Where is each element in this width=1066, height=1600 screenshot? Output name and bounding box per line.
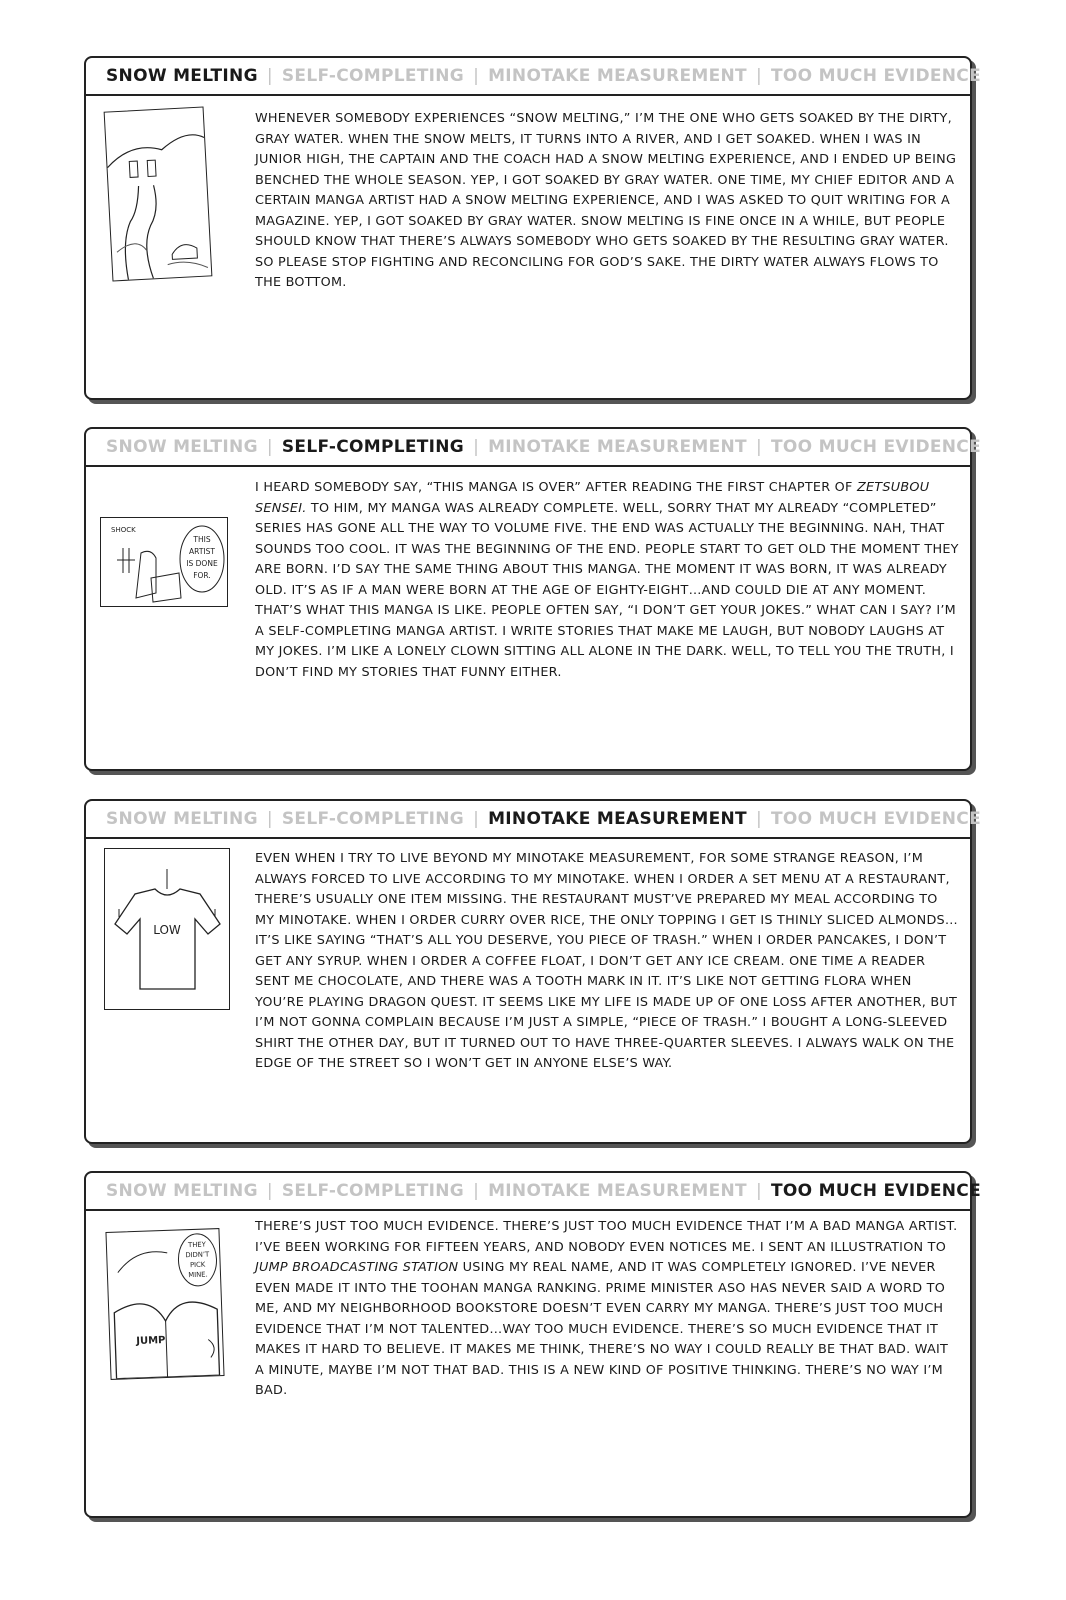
tab-too-much-evidence: TOO MUCH EVIDENCE	[770, 809, 981, 829]
tab-separator: |	[266, 1181, 273, 1201]
balloon-line-1: THEY	[187, 1240, 206, 1250]
tab-separator: |	[755, 66, 762, 86]
tab-snow-melting: SNOW MELTING	[106, 1181, 258, 1201]
shirt-text: LOW	[153, 923, 181, 937]
tab-separator: |	[755, 809, 762, 829]
self-completing-text: I HEARD SOMEBODY SAY, “THIS MANGA IS OVER” AFTER READING THE FIRST CHAPTER OF ZETSUBOU SENSEI. TO HIM, MY MANGA WAS ALREADY COMPLETE. WELL, SORRY THAT MY ALREADY “COMPLETED” SERIES HAS GONE ALL THE WAY TO VOLUME FIVE. THE END WAS ACTUALLY THE BEGINNING. NAH, THAT SOUNDS TOO COOL. IT WAS THE BEGINNING OF THE END. PEOPLE START TO GET OLD THE MOMENT THEY ARE BORN. I’D SAY THE SAME THING ABOUT THIS MANGA. THE MOMENT IT WAS BORN, IT WAS ALREADY OLD. IT’S AS IF A MAN WERE BORN AT THE AGE OF EIGHTY-EIGHT…AND COULD DIE AT ANY MOMENT. THAT’S WHAT THIS MANGA IS LIKE. PEOPLE OFTEN SAY, “I DON’T GET YOUR JOKES.” WHAT CAN I SAY? I’M A SELF-COMPLETING MANGA ARTIST. I WRITE STORIES THAT MAKE ME LAUGH, BUT NOBODY LAUGHS AT MY JOKES. I’M LIKE A LONELY CLOWN SITTING ALL ALONE IN THE DARK. WELL, TO TELL YOU THE TRUTH, I DON’T FIND MY STORIES THAT FUNNY EITHER.	[255, 480, 959, 680]
river-drawing	[105, 108, 212, 281]
tab-self-completing: SELF-COMPLETING	[281, 437, 465, 457]
tab-self-completing: SELF-COMPLETING	[281, 66, 465, 86]
tab-separator: |	[755, 1181, 762, 1201]
minotake-illustration	[104, 848, 230, 1010]
tab-self-completing: SELF-COMPLETING	[281, 1181, 465, 1201]
tab-too-much-evidence: TOO MUCH EVIDENCE	[770, 437, 981, 457]
panel-too-much-evidence	[84, 1171, 981, 1518]
tab-snow-melting: SNOW MELTING	[106, 66, 258, 86]
tab-too-much-evidence: TOO MUCH EVIDENCE	[770, 1181, 981, 1201]
title-zetsubou-sensei: ZETSUBOU SENSEI.	[255, 480, 930, 516]
snow-melting-text: WHENEVER SOMEBODY EXPERIENCES “SNOW MELTING,” I’M THE ONE WHO GETS SOAKED BY THE DIRTY, GRAY WATER. WHEN THE SNOW MELTS, IT TURNS INTO A RIVER, AND I GET SOAKED. WHEN I WAS IN JUNIOR HIGH, THE CAPTAIN AND THE COACH HAD A SNOW MELTING EXPERIENCE, AND I ENDED UP BEING BENCHED THE WHOLE SEASON. YEP, I GOT SOAKED BY GRAY WATER. ONE TIME, MY CHIEF EDITOR AND A CERTAIN MANGA ARTIST HAD A SNOW MELTING EXPERIENCE, AND I WAS ASKED TO QUIT WRITING FOR A MAGAZINE. YEP, I GOT SOAKED BY GRAY WATER. SNOW MELTING IS FINE ONCE IN A WHILE, BUT PEOPLE SHOULD KNOW THAT THERE’S ALWAYS SOMEBODY WHO GETS SOAKED BY THE RESULTING GRAY WATER. SO PLEASE STOP FIGHTING AND RECONCILING FOR GOD’S SAKE. THE DIRTY WATER ALWAYS FLOWS TO THE BOTTOM.	[255, 111, 957, 290]
reader-drawing	[101, 518, 227, 606]
panel-self-completing	[84, 427, 981, 771]
balloon-line-3: IS DONE	[186, 559, 218, 568]
magazine-title: JUMP	[136, 1335, 166, 1348]
tab-snow-melting: SNOW MELTING	[106, 809, 258, 829]
too-much-evidence-text: THERE’S JUST TOO MUCH EVIDENCE. THERE’S JUST TOO MUCH EVIDENCE THAT I’M A BAD MANGA ARTIST. I’VE BEEN WORKING FOR FIFTEEN YEARS, AND NOBODY EVEN NOTICES ME. I SENT AN ILLUSTRATION TO JUMP BROADCASTING STATION USING MY REAL NAME, AND IT WAS COMPLETELY IGNORED. I’VE NEVER EVEN MADE IT INTO THE TOOHAN MANGA RANKING. PRIME MINISTER ASO HAS NEVER SAID A WORD TO ME, AND MY NEIGHBORHOOD BOOKSTORE DOESN’T EVEN CARRY MY MANGA. THERE’S JUST TOO MUCH EVIDENCE THAT I’M NOT TALENTED…WAY TOO MUCH EVIDENCE. THERE’S SO MUCH EVIDENCE THAT IT MAKES IT HARD TO BELIEVE. IT MAKES ME THINK, THERE’S NO WAY I COULD REALLY BE THAT BAD. WAIT A MINUTE, MAYBE I’M NOT THAT BAD. THIS IS A NEW KIND OF POSITIVE THINKING. THERE’S NO WAY I’M BAD.	[255, 1219, 958, 1398]
too-much-evidence-illustration	[105, 1228, 224, 1380]
tab-minotake-measurement: MINOTAKE MEASUREMENT	[488, 66, 747, 86]
tab-separator: |	[473, 66, 480, 86]
tab-bar	[86, 1173, 981, 1211]
tab-bar	[86, 429, 981, 467]
magazine-reader-drawing	[106, 1229, 223, 1379]
balloon-line-3: PICK	[189, 1260, 206, 1270]
tab-minotake-measurement: MINOTAKE MEASUREMENT	[488, 809, 747, 829]
tab-too-much-evidence: TOO MUCH EVIDENCE	[770, 66, 981, 86]
panel-minotake-measurement	[84, 799, 981, 1144]
shock-sfx: SHOCK	[111, 526, 136, 534]
tab-separator: |	[473, 1181, 480, 1201]
tab-separator: |	[473, 437, 480, 457]
tab-separator: |	[266, 809, 273, 829]
tab-snow-melting: SNOW MELTING	[106, 437, 258, 457]
panel-snow-melting	[84, 56, 981, 400]
tab-minotake-measurement: MINOTAKE MEASUREMENT	[488, 437, 747, 457]
tab-separator: |	[266, 66, 273, 86]
snow-melting-illustration	[104, 106, 213, 281]
balloon-line-1: THIS	[193, 535, 211, 544]
balloon-line-2: DIDN’T	[185, 1250, 210, 1260]
tab-self-completing: SELF-COMPLETING	[281, 809, 465, 829]
balloon-line-2: ARTIST	[189, 547, 215, 556]
short-sleeve-shirt-drawing	[105, 849, 229, 1009]
tab-bar	[86, 58, 981, 96]
balloon-line-4: FOR.	[193, 571, 211, 580]
tab-separator: |	[755, 437, 762, 457]
title-jump-broadcasting-station: JUMP BROADCASTING STATION	[255, 1260, 459, 1275]
minotake-text: EVEN WHEN I TRY TO LIVE BEYOND MY MINOTAKE MEASUREMENT, FOR SOME STRANGE REASON, I’M ALWAYS FORCED TO LIVE ACCORDING TO MY MINOTAKE. WHEN I ORDER A SET MENU AT A RESTAURANT, THERE’S USUALLY ONE ITEM MISSING. THE RESTAURANT MUST’VE PREPARED MY MEAL ACCORDING TO MY MINOTAKE. WHEN I ORDER CURRY OVER RICE, THE ONLY TOPPING I GET IS THINLY SLICED ALMONDS…IT’S LIKE SAYING “THAT’S ALL YOU DESERVE, YOU PIECE OF TRASH.” WHEN I ORDER PANCAKES, I DON’T GET ANY SYRUP. WHEN I ORDER A COFFEE FLOAT, I DON’T GET ANY ICE CREAM. ONE TIME A READER SENT ME CHOCOLATE, AND THERE WAS A TOOTH MARK IN IT. IT’S LIKE NOT GETTING FLORA WHEN YOU’RE PLAYING DRAGON QUEST. IT SEEMS LIKE MY LIFE IS MADE UP OF ONE LOSS AFTER ANOTHER, BUT I’M NOT GONNA COMPLAIN BECAUSE I’M JUST A SIMPLE, “PIECE OF TRASH.” I BOUGHT A LONG-SLEEVED SHIRT THE OTHER DAY, BUT IT TURNED OUT TO HAVE THREE-QUARTER SLEEVES. I ALWAYS WALK ON THE EDGE OF THE STREET SO I WON’T GET IN ANYONE ELSE’S WAY.	[255, 851, 958, 1071]
balloon-line-4: MINE.	[188, 1270, 208, 1280]
tab-minotake-measurement: MINOTAKE MEASUREMENT	[488, 1181, 747, 1201]
tab-separator: |	[266, 437, 273, 457]
tab-bar	[86, 801, 981, 839]
self-completing-illustration	[100, 517, 228, 607]
tab-separator: |	[473, 809, 480, 829]
